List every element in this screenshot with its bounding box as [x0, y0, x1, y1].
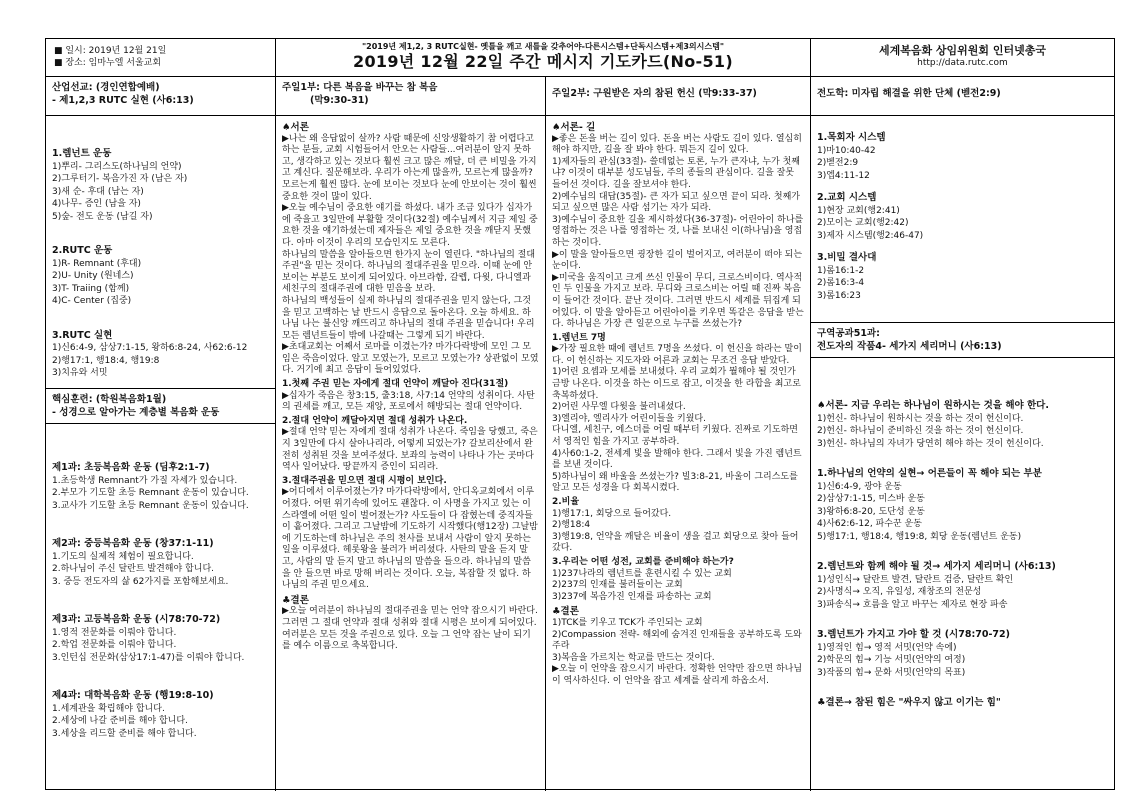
- text-line: 1.세계관을 확립해야 합니다.: [52, 703, 165, 714]
- sermon-2-body: [546, 116, 810, 691]
- text-line: 3)복음을 가르치는 학교를 만드는 것이다.: [552, 652, 715, 663]
- column-sunday-second: [546, 116, 811, 791]
- text-line: 3. 중등 전도자의 삶 62가지를 포함해보세요.: [52, 576, 229, 587]
- section-heading: ♣결론→ 참된 힘은 "싸우지 않고 이기는 힘": [817, 697, 1001, 708]
- text-line: ▶미국을 움직이고 크게 쓰신 인물이 무디, 크로스비이다. 역사적인 두 인물을 가지고 보라. 무디와 크로스비는 어릴 때 진짜 복음이 들어간 것이다. 끝난 것이다. 그러면 반드시 세계를 뒤집게 되어있다. 이 말을 알아듣고 어린아이를 키우면 똑같은 응답을 받는다. 하나님은 가장 큰 일꾼으로 누구를 쓰셨는가?: [552, 272, 804, 330]
- text-line: 3)헌신- 하나님의 자녀가 당연히 해야 하는 것이 헌신이다.: [817, 438, 1044, 449]
- column-headers: [46, 77, 1114, 116]
- text-line: 1.초등학생 Remnant가 가질 자세가 있습니다.: [52, 475, 238, 486]
- col3-header: [546, 77, 811, 115]
- text-line: 3)T- Traiing (함께): [52, 283, 130, 294]
- text-line: 하나님의 백성들이 실제 하나님의 절대주권을 믿지 않는다, 그것을 믿고 고백하는 날 반드시 응답으로 돌아온다. 오늘 하세요. 하나님 나는 불신앙 깨뜨리고 하나님의 절대 주권을 믿습니다! 우리 모든 렘넌트들이 밖에 나갈때는 그렇게 되기 바란다.: [282, 295, 535, 341]
- page-title: 2019년 12월 22일 주간 메시지 기도카드(No-51): [353, 52, 733, 71]
- section-heading: ♣결론: [282, 594, 309, 606]
- text-line: ▶어디에서 이루어졌는가? 마가다락방에서, 안디옥교회에서 이루어졌다. 어떤 위기속에 있어도 괜찮다. 이 사명을 가지고 있는 이스라엘에 어떤 일이 벌어졌는가? 사도들이 다 잡혔는데 중직자들이 흩어졌다. 그리고 그날밤에 기도하기 시작했다(행12장) 그날밤에 기도하는데 하나님은 주의 천사를 보내서 사람이 알지 못하는 일을 이루셨다. 헤롯왕을 불러가 버리셨다. 사탄의 말을 듣지 말고, 사람의 말 듣지 말고 하나님의 말씀을 들으라. 하나님의 말씀을 안 들으면 바로 망해 버리는 것이다. 오늘, 복잡할 것 없다. 하나님의 주권 믿으세요.: [282, 487, 538, 591]
- text-line: 3)237에 복음가진 인재를 파송하는 교회: [552, 591, 712, 602]
- text-line: 2)237의 인재를 불러들이는 교회: [552, 580, 683, 591]
- text-line: 하나님의 말씀을 알아들으면 한가지 눈이 열린다. "하나님의 절대주권"을 믿는 것이다. 하나님의 절대주권을 믿으라. 이때 눈에 안보이는 부분도 보이게 되어있다. 아브라함, 갈렙, 다윗, 다니엘과 세친구의 절대주권에 대한 믿음을 보라.: [282, 249, 536, 295]
- text-line: 5)숲- 전도 운동 (남길 자): [52, 211, 153, 222]
- text-line: 4)C- Center (집중): [52, 296, 132, 306]
- point-heading: 2.절대 언약이 깨달아지면 절대 성취가 나온다.: [282, 415, 468, 426]
- section-heading: 1.하나님의 언약의 실현→ 어른들이 꼭 해야 되는 부분: [817, 468, 1042, 479]
- text-line: 3)새 순- 후대 (남는 자): [52, 186, 144, 197]
- text-line: 2)어린 사무엘 다윗을 불러내셨다.: [552, 402, 686, 413]
- text-line: 1)영적인 힘→ 영적 서밋(언약 속에): [817, 642, 957, 653]
- col2-header-title: 주일1부: 다른 복음을 바꾸는 참 복음: [282, 82, 438, 93]
- col2-header-reference: (막9:30-31): [310, 95, 369, 106]
- text-line: 1)현장 교회(행2:41): [817, 205, 900, 216]
- text-line: 2)사명식→ 오직, 유일성, 재창조의 전문성: [817, 587, 982, 597]
- column-evangelism: [811, 116, 1114, 791]
- text-line: 4)사60:1-2, 전세계 빛을 발해야 한다. 그래서 빛을 가진 렘넌트를 보낸 것이다.: [552, 448, 802, 471]
- column-industrial-mission: [46, 116, 276, 791]
- core-training-subtitle: - 성경으로 알아가는 계층별 복음화 운동: [52, 407, 220, 418]
- district-lesson-body: [811, 358, 1114, 713]
- section-heading: 제1과: 초등복음화 운동 (딤후2:1-7): [52, 462, 210, 473]
- text-line: 2)Compassion 전략- 해외에 숨겨진 인재들을 공부하도록 도와주라: [552, 629, 802, 652]
- text-line: 2)행17:1, 행18:4, 행19:8: [52, 355, 160, 366]
- text-line: 3)롬16:23: [817, 290, 861, 301]
- text-line: ▶좋은 돈을 버는 길이 있다. 돈을 버는 사람도 길이 있다. 열심히 해야 하지만, 길을 잘 봐야 한다. 뭐든지 길이 있다.: [552, 133, 802, 156]
- district-lesson-title: 구역공과51과:: [817, 328, 880, 339]
- event-date: ■ 일시: 2019년 12월 21일: [54, 46, 167, 56]
- text-line: ▶절대 언약 믿는 자에게 절대 성취가 나온다. 죽임을 당했고, 죽은지 3일만에 다시 살아나리라, 어떻게 되었는가? 갈보리산에서 완전히 성취된 것을 보여주셨다. 보좌의 능력이 나타나 가는 곳마다 역사 일어났다. 땅끝까지 증인이 되리라.: [282, 427, 538, 473]
- district-lesson-header: [811, 322, 1114, 358]
- district-lesson-subtitle: 전도자의 작품4- 세가지 세리머니 (사6:13): [817, 341, 1002, 352]
- point-heading: 3.절대주권을 믿으면 절대 시평이 보인다.: [282, 475, 447, 486]
- publisher-url[interactable]: http://data.rutc.com: [917, 58, 1008, 68]
- text-line: 3)엡4:11-12: [817, 170, 870, 181]
- text-line: 1)롬16:1-2: [817, 265, 865, 276]
- text-line: 1)237나라의 렘넌트를 훈련시킬 수 있는 교회: [552, 568, 732, 579]
- text-line: 2.세상에 나갈 준비를 해야 합니다.: [52, 716, 188, 726]
- text-line: 2)모이는 교회(행2:42): [817, 218, 909, 228]
- text-line: 2.학업 전문화를 이뤄야 합니다.: [52, 640, 177, 650]
- card-body: [46, 116, 1114, 791]
- text-line: 1)신6:4-9, 광야 운동: [817, 481, 902, 492]
- section-heading: 2.교회 시스템: [817, 192, 877, 203]
- col3-header-title: 주일2부: 구원받은 자의 참된 헌신 (막9:33-37): [552, 88, 757, 99]
- section-heading: 1.렘넌트 운동: [52, 148, 112, 159]
- text-line: 3)작품의 힘→ 문화 서밋(언약의 목표): [817, 667, 966, 678]
- text-line: 4)사62:6-12, 파수꾼 운동: [817, 519, 922, 529]
- section-heading: 2.RUTC 운동: [52, 245, 113, 256]
- text-line: 1.기도의 실제적 체험이 필요합니다.: [52, 551, 194, 562]
- text-line: ▶이 말을 알아들으면 굉장한 길이 벌어지고, 여러분이 떠야 되는 눈이다.: [552, 249, 803, 272]
- section-heading: ♠서론- 지금 우리는 하나님이 원하시는 것을 해야 한다.: [817, 400, 1049, 411]
- text-line: 5)행17:1, 행18:4, 행19:8, 회당 운동(렘넌트 운동): [817, 531, 1022, 542]
- text-line: 3)제자 시스템(행2:46-47): [817, 230, 924, 241]
- text-line: 2)U- Unity (원네스): [52, 271, 134, 281]
- text-line: 다니엘, 세친구, 에스더를 어릴 때부터 키웠다. 진짜로 기도하면서 영적인 힘을 가지고 공부하라.: [552, 425, 798, 448]
- text-line: 2)학문의 힘→ 기능 서밋(언약의 여정): [817, 655, 966, 665]
- point-heading: 1.렘넌트 7명: [552, 332, 606, 343]
- text-line: 2)행18:4: [552, 520, 591, 531]
- card-header: [46, 39, 1114, 77]
- text-line: 2)예수님의 대답(35절)- 큰 자가 되고 싶으면 끝이 되라. 첫째가 되고 싶으면 많은 사람 섬기는 자가 되라.: [552, 191, 800, 214]
- evangelism-outline: [811, 116, 1114, 322]
- section-heading: ♣결론: [552, 606, 579, 618]
- text-line: 2.부모가 기도할 초등 Remnant 운동이 있습니다.: [52, 488, 249, 498]
- publisher-block: [811, 39, 1114, 76]
- section-heading: 제2과: 중등복음화 운동 (창37:1-11): [52, 538, 214, 549]
- text-line: 3)예수님이 중요한 길을 제시하셨다(36-37절)- 어린아이 하나를 영접하는 것은 나를 영접하는 것, 나를 보내신 이(하나님)을 영접하는 것이다.: [552, 214, 804, 248]
- text-line: 1)뿌리- 그리스도(하나님의 언약): [52, 161, 182, 172]
- text-line: 3.인턴십 전문화(삼상17:1-47)를 이뤄야 합니다.: [52, 652, 245, 663]
- core-training-title: 핵심훈련: (학원복음화1월): [52, 394, 167, 405]
- text-line: 3.세상을 리드할 준비를 해야 합니다.: [52, 728, 197, 739]
- section-heading: 3.비밀 결사대: [817, 252, 877, 263]
- text-line: 1)성인식→ 달란트 발견, 달란트 검증, 달란트 확인: [817, 574, 1014, 585]
- text-line: 1)제자들의 관심(33절)- 쓸데없는 토론, 누가 큰자냐, 누가 첫째냐? 이것이 대부분 성도님들, 주의 종들의 관심이다. 길을 잘못 들어선 것이다. 길을 잘보셔야 한다.: [552, 156, 800, 190]
- text-line: ▶초대교회는 어째서 로마를 이겼는가? 마가다락방에 모인 그 모임은 죽음이었다. 알고 모였는가, 모르고 모였는가? 상관없이 모였다. 거기에 최고 응답이 들어있었다.: [282, 342, 539, 376]
- point-heading: 2.비율: [552, 497, 580, 507]
- core-training-lessons: [46, 424, 275, 743]
- text-line: 1)행17:1, 회당으로 들어갔다.: [552, 508, 672, 519]
- event-place: ■ 장소: 임마누엘 서울교회: [54, 58, 162, 68]
- text-line: 3.교사가 기도할 초등 Remnant 운동이 있습니다.: [52, 500, 249, 511]
- text-line: ▶오늘 여러분이 하나님의 절대주권을 믿는 언약 잡으시기 바란다. 그러면 그 절대 언약과 절대 성취와 절대 시평은 보이게 되어있다. 여러분은 모든 것을 주권으로 있다. 오늘 그 언약 잡는 날이 되기를 예수 이름으로 축복합니다.: [282, 606, 538, 652]
- text-line: 2)롬16:3-4: [817, 278, 865, 288]
- section-heading: 3.렘넌트가 가지고 가야 할 것 (시78:70-72): [817, 629, 1010, 640]
- theme-quote: "2019년 제1,2, 3 RUTC실현- 옛틀을 깨고 새틀을 갖추어야-다른시스템+단독시스템+제3의시스템": [361, 42, 725, 51]
- text-line: 2)그루터기- 복음가진 자 (남은 자): [52, 174, 188, 184]
- section-heading: ♠서론: [282, 122, 309, 133]
- text-line: 3)치유와 서밋: [52, 368, 108, 378]
- publisher-name: 세계복음화 상임위원회 인터넷총국: [878, 44, 1047, 57]
- text-line: 4)나무- 증인 (남을 자): [52, 199, 141, 209]
- text-line: 1)헌신- 하나님이 원하시는 것을 하는 것이 헌신이다.: [817, 413, 1024, 424]
- col1-header-title: 산업선교: (경인연합예배): [52, 82, 160, 93]
- text-line: 3)행19:8, 언약을 깨달은 비율이 생을 걸고 회당으로 찾아 들어갔다.: [552, 531, 799, 554]
- text-line: ▶오늘 예수님이 중요한 얘기를 하셨다. 내가 조금 있다가 십자가에 죽을고 3일만에 부활할 것이다(32절) 예수님께서 지금 제일 중요한 것을 얘기하셨는데 제자들은 제일 중요한 것을 깨닫지 못했다. 아마 이것이 우리의 모습인지도 모른다.: [282, 203, 538, 248]
- title-block: [276, 39, 811, 76]
- section-heading: 2.렘넌트와 함께 해야 될 것→ 세가지 세리머니 (사6:13): [817, 561, 1056, 572]
- point-heading: 1.첫째 주권 믿는 자에게 절대 언약이 깨달아 진다(31절): [282, 379, 509, 390]
- text-line: 3)왕하6:8-20, 도단성 운동: [817, 506, 925, 517]
- col1-header-subtitle: - 제1,2,3 RUTC 실현 (사6:13): [52, 95, 194, 106]
- text-line: 2)삼상7:1-15, 미스바 운동: [817, 494, 925, 504]
- text-line: 1.영적 전문화를 이뤄야 합니다.: [52, 627, 177, 638]
- text-line: 2)벧전2:9: [817, 158, 859, 168]
- section-heading: 3.RUTC 실현: [52, 329, 113, 341]
- text-line: 3)파송식→ 흐름을 알고 바꾸는 제자로 현장 파송: [817, 599, 1008, 610]
- col2-header: [276, 77, 546, 115]
- text-line: 1)TCK를 키우고 TCK가 주인되는 교회: [552, 617, 703, 628]
- text-line: 1)신6:4-9, 삼상7:1-15, 왕하6:8-24, 사62:6-12: [52, 343, 248, 353]
- text-line: ▶가장 필요한 때에 렘넌트 7명을 쓰셨다. 이 헌신을 하라는 말이다. 이 헌신하는 지도자와 어른과 교회는 무조건 응답 받았다.: [552, 344, 802, 366]
- core-training-header: [46, 388, 275, 424]
- text-line: ▶나는 왜 응답없이 살까? 사람 때문에 신앙생활하기 참 어렵다고 하는 분들, 교회 시험들어서 안오는 사람들...여러분이 알지 못하고, 생각하고 있는 것보다 훨씬 크고 많은 깨달, 더 큰 비밀을 가지고 계신다. 질문해보라. 우리가 아는게 많을까, 모르는게 많을까? 모르는게 훨씬 많다. 눈에 보이는 것보다 눈에 안보이는 것이 훨씬 중요한 것이 많이 있다.: [282, 133, 537, 202]
- section-heading: ♠서론- 길: [552, 122, 596, 133]
- text-line: 2)헌신- 하나님이 준비하신 것을 하는 것이 헌신이다.: [817, 426, 1024, 436]
- text-line: 1)마10:40-42: [817, 145, 876, 156]
- section-heading: 제3과: 고등복음화 운동 (시78:70-72): [52, 614, 221, 625]
- col1-header: [46, 77, 276, 115]
- text-line: ▶오늘 이 언약을 잡으시기 바란다. 정확한 언약만 잡으면 하나님이 역사하신다. 이 언약을 잡고 세계를 살리게 하옵소서.: [552, 664, 803, 686]
- text-line: ▶십자가 죽음은 창3:15, 출3:18, 사7:14 언약의 성취이다. 사탄의 권세를 깨고, 모든 재앙, 포로에서 해방되는 절대 언약이다.: [282, 390, 535, 413]
- section-heading: 제4과: 대학복음화 운동 (행19:8-10): [52, 690, 214, 701]
- column-sunday-first: [276, 116, 546, 791]
- text-line: 5)하나님이 왜 바울을 쓰셨는가? 빌3:8-21, 바울이 그리스도를 알고 모든 성경을 다 회복시켰다.: [552, 471, 798, 494]
- sermon-1-body: [276, 116, 545, 656]
- col4-header-title: 전도학: 미자립 해결을 위한 단체 (벧전2:9): [817, 88, 1001, 99]
- text-line: 1)어린 요셉과 모세를 보내셨다. 우리 교회가 뭘해야 될 것인가 금방 나온다. 이것을 하는 이드로 잡고, 이것을 한 라합을 최고로 축복하셨다.: [552, 367, 801, 401]
- section-heading: 1.목회자 시스템: [817, 132, 886, 143]
- point-heading: 3.우리는 어떤 성전, 교회를 준비해야 하는가?: [552, 556, 734, 567]
- text-line: 2.하나님이 주신 달란트 발견해야 합니다.: [52, 564, 214, 574]
- prayer-card: [45, 38, 1115, 790]
- text-line: 3)엘리야, 엘리사가 어린이들을 키웠다.: [552, 413, 706, 424]
- event-info: [46, 39, 276, 76]
- text-line: 1)R- Remnant (후대): [52, 258, 142, 269]
- rutc-outline: [46, 116, 275, 388]
- col4-header: [811, 77, 1114, 115]
